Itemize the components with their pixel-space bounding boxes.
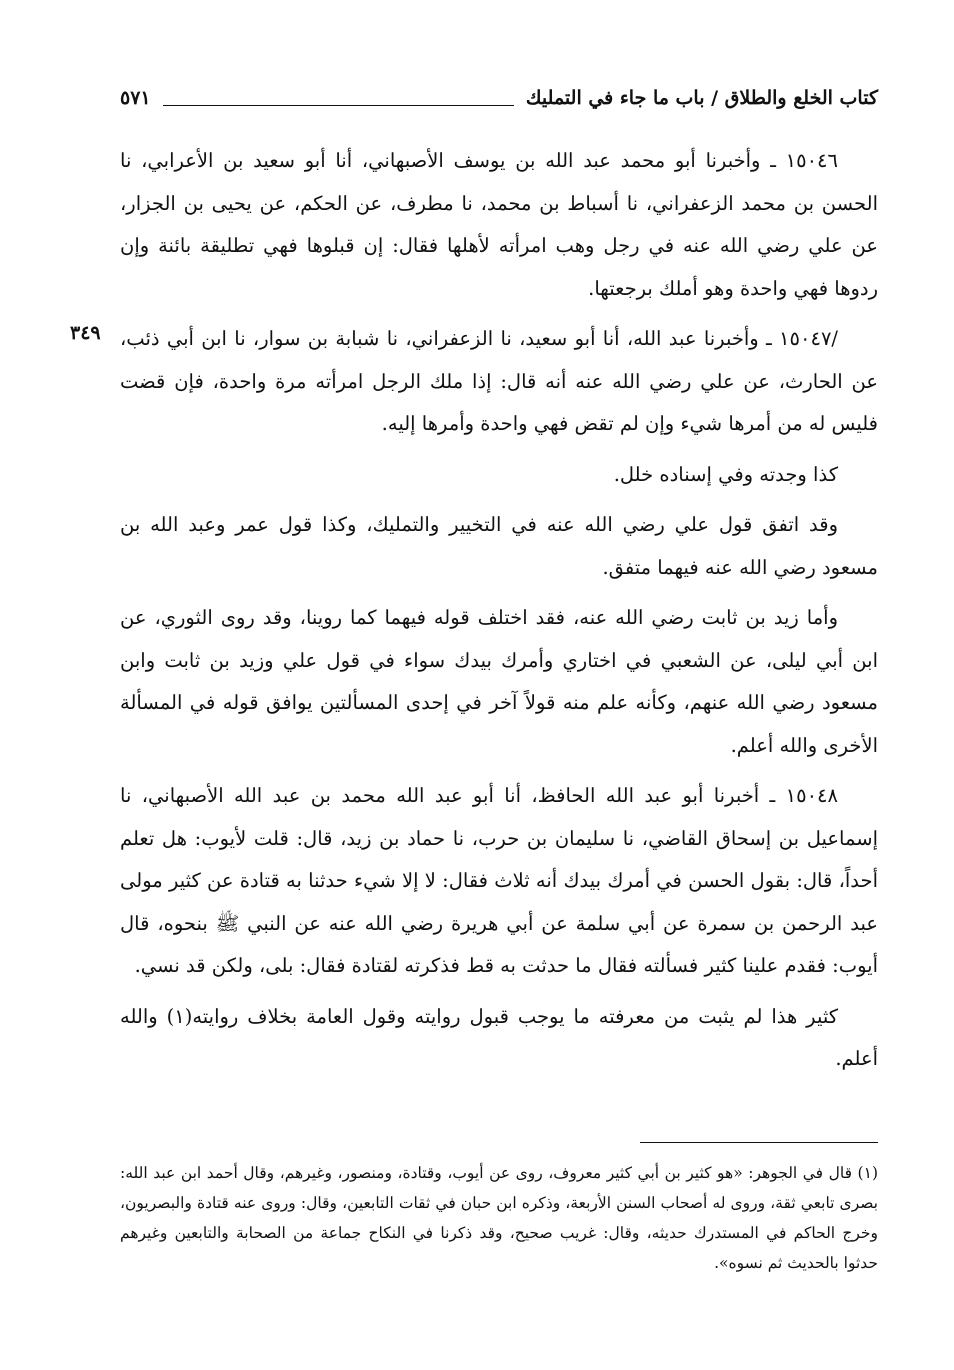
margin-page-marker: ٣٤٩ (70, 322, 101, 344)
paragraph-agreement: وقد اتفق قول علي رضي الله عنه في التخيير والتمليك، وكذا قول عمر وعبد الله بن مسعود رضي الله عنه فيهما متفق. (120, 513, 878, 579)
paragraph-comment: كذا وجدته وفي إسناده خلل. (613, 462, 838, 486)
paragraph-15047: /١٥٠٤٧ ـ وأخبرنا عبد الله، أنا أبو سعيد، نا الزعفراني، نا شبابة بن سوار، نا ابن أبي ذئب، عن الحارث، عن علي رضي الله عنه أنه قال: إذا ملك الرجل امرأته مرة واحدة، فإن قضت فليس له من أمرها شيء وإن لم تقض فهي واحدة وأمرها إليه. (120, 327, 878, 435)
header-rule (163, 105, 514, 106)
page-number: ٥٧١ (120, 87, 151, 109)
paragraph-15046: ١٥٠٤٦ ـ وأخبرنا أبو محمد عبد الله بن يوسف الأصبهاني، أنا أبو سعيد بن الأعرابي، نا الحسن بن محمد الزعفراني، نا أسباط بن محمد، نا مطرف، عن الحكم، عن يحيى بن الجزار، عن علي رضي الله عنه في رجل وهب امرأته لأهلها فقال: إن قبلوها فهي تطليقة بائنة وإن ردوها فهي واحدة وهو أملك برجعتها. (120, 149, 878, 300)
running-header (120, 78, 878, 118)
main-text (120, 140, 878, 1089)
paragraph-zayd: وأما زيد بن ثابت رضي الله عنه، فقد اختلف قوله فيهما كما روينا، وقد روى الثوري، عن ابن أبي ليلى، عن الشعبي في اختاري وأمرك بيدك سواء في قول علي وزيد بن ثابت وابن مسعود رضي الله عنهم، وكأنه علم منه قولاً آخر في إحدى المسألتين يوافق قوله في المسألة الأخرى والله أعلم. (120, 606, 878, 757)
paragraph-kathir: كثير هذا لم يثبت من معرفته ما يوجب قبول روايته وقول العامة بخلاف روايته(١) والله أعلم. (120, 1004, 878, 1070)
footnote-rule (640, 1142, 878, 1143)
paragraph-15048: ١٥٠٤٨ ـ أخبرنا أبو عبد الله الحافظ، أنا أبو عبد الله محمد بن عبد الله الأصبهاني، نا إسماعيل بن إسحاق القاضي، نا سليمان بن حرب، نا حماد بن زيد، قال: قلت لأيوب: هل تعلم أحداً، قال: بقول الحسن في أمرك بيدك أنه ثلاث فقال: لا إلا شيء حدثنا به قتادة عن كثير مولى عبد الرحمن بن سمرة عن أبي سلمة عن أبي هريرة رضي الله عنه عن النبي ﷺ بنحوه، قال أيوب: فقدم علينا كثير فسألته فقال ما حدثت به قط فذكرته لقتادة فقال: بلى، ولكن قد نسي. (120, 784, 878, 977)
footnote (120, 1158, 878, 1278)
header-title: كتاب الخلع والطلاق / باب ما جاء في التمليك (525, 87, 878, 109)
footnote-1: (١) قال في الجوهر: «هو كثير بن أبي كثير معروف، روى عن أيوب، وقتادة، ومنصور، وغيرهم، وقال أحمد ابن عبد الله: بصرى تابعي ثقة، وروى له أصحاب السنن الأربعة، وذكره ابن حبان في ثقات التابعين، وقال: وروى عنه قتادة والبصريون، وخرج الحاكم في المستدرك حديثه، وقال: غريب صحيح، وقد ذكرنا في النكاح جماعة من الصحابة والتابعين وغيرهم حدثوا بالحديث ثم نسوه». (120, 1164, 878, 1272)
